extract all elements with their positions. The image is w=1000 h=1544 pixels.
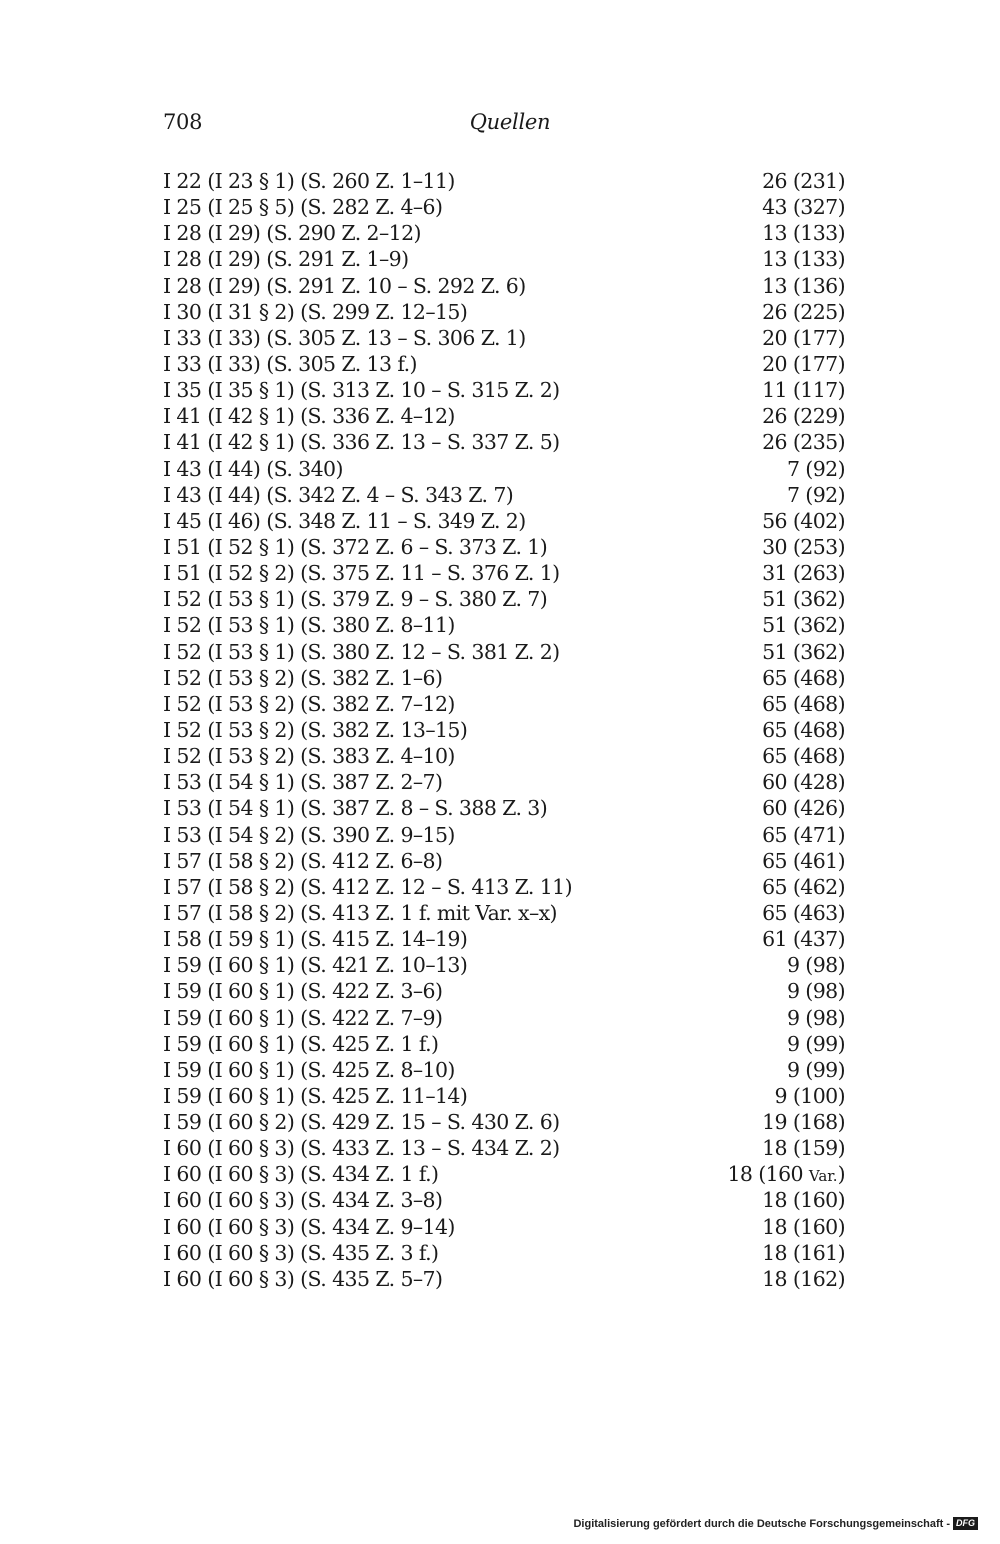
index-entry (163, 194, 845, 220)
entry-location (762, 273, 845, 299)
entry-reference: I 45 (I 46) (S. 348 Z. 11 – S. 349 Z. 2) (163, 508, 526, 533)
entry-location-value: 19 (168) (762, 1110, 845, 1135)
entry-reference: I 59 (I 60 § 1) (S. 421 Z. 10–13) (163, 953, 468, 978)
entry-location-value: 51 (362) (762, 587, 845, 612)
entry-location-value: 65 (471) (762, 822, 845, 847)
entry-reference: I 59 (I 60 § 1) (S. 425 Z. 8–10) (163, 1057, 455, 1082)
index-entry (163, 900, 845, 926)
entry-location-value: 43 (327) (762, 195, 845, 220)
entry-reference: I 60 (I 60 § 3) (S. 434 Z. 1 f.) (163, 1162, 439, 1187)
entry-location (762, 194, 845, 220)
entry-reference: I 59 (I 60 § 1) (S. 425 Z. 11–14) (163, 1083, 468, 1108)
entry-reference: I 60 (I 60 § 3) (S. 434 Z. 9–14) (163, 1214, 455, 1239)
entry-location (762, 534, 845, 560)
entry-location-value: 9 (100) (774, 1083, 845, 1108)
entry-reference: I 33 (I 33) (S. 305 Z. 13 f.) (163, 351, 417, 376)
index-entry (163, 429, 845, 455)
entry-reference: I 52 (I 53 § 2) (S. 382 Z. 13–15) (163, 717, 468, 742)
entry-location-value: 65 (461) (762, 848, 845, 873)
entry-location (787, 482, 845, 508)
index-entry (163, 1214, 845, 1240)
entry-reference: I 52 (I 53 § 1) (S. 380 Z. 8–11) (163, 613, 455, 638)
index-entry (163, 482, 845, 508)
index-entry (163, 246, 845, 272)
entry-location (762, 743, 845, 769)
entry-location-value: 65 (468) (762, 717, 845, 742)
entry-location-value: 9 (99) (786, 1057, 845, 1082)
entry-location (762, 246, 845, 272)
entry-reference: I 58 (I 59 § 1) (S. 415 Z. 14–19) (163, 927, 468, 952)
entry-location (762, 1240, 845, 1266)
entry-location-value: 9 (98) (786, 979, 845, 1004)
entry-location-value: 7 (92) (786, 456, 845, 481)
entry-location (775, 1083, 845, 1109)
entry-location (762, 429, 845, 455)
index-entry (163, 456, 845, 482)
entry-location (787, 1005, 845, 1031)
entry-reference: I 28 (I 29) (S. 290 Z. 2–12) (163, 221, 421, 246)
entry-location-value: 30 (253) (762, 534, 845, 559)
entry-reference: I 57 (I 58 § 2) (S. 412 Z. 12 – S. 413 Z. 11) (163, 874, 573, 899)
entry-location (762, 900, 845, 926)
index-entry (163, 926, 845, 952)
entry-reference: I 60 (I 60 § 3) (S. 435 Z. 3 f.) (163, 1240, 439, 1265)
entry-reference: I 60 (I 60 § 3) (S. 433 Z. 13 – S. 434 Z. 2) (163, 1136, 560, 1161)
index-entry (163, 639, 845, 665)
index-entry (163, 822, 845, 848)
index-entry (163, 691, 845, 717)
index-entry (163, 1083, 845, 1109)
entry-reference: I 52 (I 53 § 2) (S. 383 Z. 4–10) (163, 744, 455, 769)
entry-location (762, 560, 845, 586)
entry-reference: I 28 (I 29) (S. 291 Z. 10 – S. 292 Z. 6) (163, 273, 526, 298)
index-entry (163, 1057, 845, 1083)
index-entry (163, 560, 845, 586)
entry-location (762, 1214, 845, 1240)
entry-location-value: 18 (162) (762, 1266, 845, 1291)
entry-location (762, 403, 845, 429)
entry-reference: I 52 (I 53 § 2) (S. 382 Z. 7–12) (163, 691, 455, 716)
entry-reference: I 59 (I 60 § 1) (S. 422 Z. 7–9) (163, 1005, 443, 1030)
entry-location-value: 18 (160) (762, 1214, 845, 1239)
entry-location-value: 26 (225) (762, 299, 845, 324)
entry-location (762, 220, 845, 246)
index-entry (163, 586, 845, 612)
entry-variant-note: Var. (808, 1167, 838, 1186)
entry-reference: I 33 (I 33) (S. 305 Z. 13 – S. 306 Z. 1) (163, 325, 526, 350)
entry-location (762, 612, 845, 638)
entry-reference: I 53 (I 54 § 1) (S. 387 Z. 2–7) (163, 770, 443, 795)
entry-location (762, 1135, 845, 1161)
entry-location (762, 1266, 845, 1292)
index-entry (163, 612, 845, 638)
index-entry (163, 168, 845, 194)
entry-location-value: 26 (231) (762, 169, 845, 193)
index-entry (163, 534, 845, 560)
index-entry (163, 952, 845, 978)
entry-reference: I 52 (I 53 § 2) (S. 382 Z. 1–6) (163, 665, 443, 690)
entry-location (787, 456, 845, 482)
running-head: Quellen (469, 110, 551, 134)
entry-location (762, 351, 845, 377)
entry-location (762, 874, 845, 900)
entry-location-value: 9 (98) (786, 953, 845, 978)
index-entry (163, 743, 845, 769)
entry-reference: I 57 (I 58 § 2) (S. 413 Z. 1 f. mit Var. x–x) (163, 900, 557, 925)
index-entry (163, 508, 845, 534)
entry-location (787, 1057, 845, 1083)
entry-location-value: 61 (437) (762, 927, 845, 952)
entry-location-value: 60 (426) (762, 796, 845, 821)
entry-location-value: 13 (133) (762, 247, 845, 272)
entry-reference: I 59 (I 60 § 1) (S. 425 Z. 1 f.) (163, 1031, 439, 1056)
index-entry (163, 717, 845, 743)
entry-location-value: 51 (362) (762, 639, 845, 664)
entry-reference: I 60 (I 60 § 3) (S. 434 Z. 3–8) (163, 1188, 443, 1213)
entry-location (762, 822, 845, 848)
entry-location (762, 1187, 845, 1213)
index-entry (163, 1266, 845, 1292)
entry-location (787, 952, 845, 978)
entry-reference: I 53 (I 54 § 2) (S. 390 Z. 9–15) (163, 822, 455, 847)
entry-reference: I 41 (I 42 § 1) (S. 336 Z. 4–12) (163, 404, 455, 429)
entry-location-value: 9 (98) (786, 1005, 845, 1030)
index-entry (163, 848, 845, 874)
entry-location-value: 65 (468) (762, 744, 845, 769)
entry-location-value: 18 (161) (762, 1240, 845, 1265)
entry-location (762, 299, 845, 325)
entry-location-close: ) (837, 1162, 845, 1187)
entry-location-value: 65 (468) (762, 691, 845, 716)
digitization-footer (573, 1517, 978, 1530)
entry-reference: I 35 (I 35 § 1) (S. 313 Z. 10 – S. 315 Z. 2) (163, 378, 560, 403)
index-entry (163, 665, 845, 691)
entry-location (762, 717, 845, 743)
entry-reference: I 28 (I 29) (S. 291 Z. 1–9) (163, 247, 409, 272)
entry-location (787, 978, 845, 1004)
entry-location (762, 377, 845, 403)
index-entry (163, 351, 845, 377)
index-entry (163, 273, 845, 299)
entry-location-value: 60 (428) (762, 770, 845, 795)
page-number: 708 (163, 110, 203, 134)
entry-location-value: 26 (229) (762, 404, 845, 429)
entry-location-value: 56 (402) (762, 508, 845, 533)
entry-location-value: 18 (160 (727, 1162, 803, 1187)
entry-location-value: 65 (462) (762, 874, 845, 899)
entry-location (762, 508, 845, 534)
entry-reference: I 53 (I 54 § 1) (S. 387 Z. 8 – S. 388 Z. 3) (163, 796, 548, 821)
entry-location (762, 926, 845, 952)
entry-reference: I 51 (I 52 § 2) (S. 375 Z. 11 – S. 376 Z. 1) (163, 561, 560, 586)
entry-location-value: 7 (92) (786, 482, 845, 507)
entry-reference: I 25 (I 25 § 5) (S. 282 Z. 4–6) (163, 195, 443, 220)
entry-location (762, 168, 845, 194)
footer-text: Digitalisierung gefördert durch die Deutsche Forschungsgemeinschaft - (573, 1517, 950, 1530)
index-entry (163, 978, 845, 1004)
index-entry (163, 403, 845, 429)
entry-location-value: 9 (99) (786, 1031, 845, 1056)
entry-location-value: 18 (159) (762, 1136, 845, 1161)
index-entry (163, 874, 845, 900)
index-entry (163, 1005, 845, 1031)
entry-reference: I 30 (I 31 § 2) (S. 299 Z. 12–15) (163, 299, 468, 324)
entry-reference: I 52 (I 53 § 1) (S. 380 Z. 12 – S. 381 Z. 2) (163, 639, 560, 664)
entry-location (762, 691, 845, 717)
index-entry (163, 1031, 845, 1057)
index-entry (163, 795, 845, 821)
index-entry (163, 1109, 845, 1135)
entry-location (762, 1109, 845, 1135)
entry-reference: I 43 (I 44) (S. 342 Z. 4 – S. 343 Z. 7) (163, 482, 514, 507)
index-entry (163, 769, 845, 795)
index-entry (163, 325, 845, 351)
entry-reference: I 52 (I 53 § 1) (S. 379 Z. 9 – S. 380 Z. 7) (163, 587, 548, 612)
entry-location (762, 848, 845, 874)
entry-location-value: 13 (136) (762, 273, 845, 298)
entry-location (762, 665, 845, 691)
index-entry (163, 299, 845, 325)
entry-location (762, 639, 845, 665)
entry-reference: I 59 (I 60 § 1) (S. 422 Z. 3–6) (163, 979, 443, 1004)
index-entry (163, 1161, 845, 1187)
entry-location-value: 13 (133) (762, 221, 845, 246)
entry-location-value: 65 (463) (762, 900, 845, 925)
entry-reference: I 60 (I 60 § 3) (S. 435 Z. 5–7) (163, 1266, 443, 1291)
entry-location (762, 769, 845, 795)
entry-location-value: 26 (235) (762, 430, 845, 455)
entry-reference: I 59 (I 60 § 2) (S. 429 Z. 15 – S. 430 Z. 6) (163, 1110, 560, 1135)
entry-reference: I 22 (I 23 § 1) (S. 260 Z. 1–11) (163, 169, 455, 193)
entry-location (727, 1161, 845, 1189)
dfg-logo: DFG (953, 1517, 978, 1530)
entry-location (762, 325, 845, 351)
index-entry (163, 1187, 845, 1213)
entry-reference: I 41 (I 42 § 1) (S. 336 Z. 13 – S. 337 Z. 5) (163, 430, 560, 455)
entry-reference: I 57 (I 58 § 2) (S. 412 Z. 6–8) (163, 848, 443, 873)
entry-reference: I 43 (I 44) (S. 340) (163, 456, 343, 481)
entry-location-value: 18 (160) (762, 1188, 845, 1213)
index-entry (163, 1135, 845, 1161)
source-index-list (163, 168, 845, 1292)
entry-reference: I 51 (I 52 § 1) (S. 372 Z. 6 – S. 373 Z. 1) (163, 534, 548, 559)
entry-location-value: 31 (263) (762, 561, 845, 586)
index-entry (163, 377, 845, 403)
entry-location-value: 20 (177) (762, 351, 845, 376)
entry-location (787, 1031, 845, 1057)
entry-location (762, 795, 845, 821)
entry-location-value: 65 (468) (762, 665, 845, 690)
index-entry (163, 220, 845, 246)
index-entry (163, 1240, 845, 1266)
entry-location-value: 20 (177) (762, 325, 845, 350)
entry-location-value: 11 (117) (762, 378, 845, 403)
entry-location-value: 51 (362) (762, 613, 845, 638)
entry-location (762, 586, 845, 612)
